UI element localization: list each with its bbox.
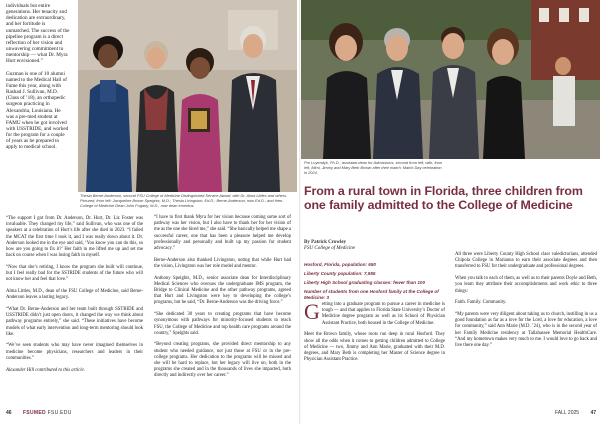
sidebar-paragraph: individuals but entire generations. Her tenacity and dedication are extraordinary, and her fortitude is unmatched. The success of the pipeline program is a direct reflection of her vision and unwavering commitment to mentorship — what Dr. Myra Hurt envisioned.” bbox=[6, 3, 70, 65]
left-column-a bbox=[6, 216, 143, 379]
sidebar-paragraph: Guzman is one of 10 alumni named to the Medical Hall of Fame this year, along with Rashad J. Sullivan, M.D. (Class of ’18), an orthopedic surgeon practicing in Alexandria, Louisiana. He was a pre-med student at FAMU when he got involved with USSTRIDE, and worked for the program for a couple of years as he prepared to apply to medical school. bbox=[6, 70, 69, 151]
left-column-b bbox=[154, 215, 291, 385]
left-folio bbox=[6, 410, 296, 416]
fact-list bbox=[304, 262, 452, 304]
drop-cap: G bbox=[304, 299, 320, 324]
body-paragraph: Anthony Speights, M.D., senior associate dean for Interdisciplinary Medical Sciences who oversaw the undergraduate IMS program, the Bridge to Clinical Medicine and the other pathway programs, agreed that Hurt and Livingston were key to developing the college’s programs, but he said, “Dr. Berne-Anderson was the driving force.” bbox=[154, 275, 291, 306]
brown-family-photo bbox=[301, 0, 600, 159]
body-paragraph: “Beyond creating programs, she provided direct mentorship to any student who needed guidance, not just those at FSU or in the pre-college programs. Her dedication to the programs will be missed and she will be hard to replace, but her legacy will live on, both in the programs she created and in the thousands of lives she impacted, both directly and indirectly over her career.” bbox=[154, 342, 291, 379]
group-photo-award bbox=[78, 0, 297, 192]
body-paragraph: “Now that she’s retiring, I know the program she built will continue, but I feel really bad for the SSTRIDE students of the future who will not know her and feel that love.” bbox=[6, 264, 143, 283]
group-photo-illustration bbox=[78, 0, 297, 192]
body-paragraph: “My parents were very diligent about taking us to church, instilling in us a good foundation as far as a love for the Lord, a love for education, a love for community,” said Ann Marie (M.D. ’24), who is in the second year of her Family Medicine residency at Tallahassee Memorial HealthCare. “And my hometown makes very much to me. I would love to go back and live there one day.” bbox=[455, 311, 597, 348]
issue-label: FALL 2025 bbox=[555, 410, 580, 416]
body-paragraph: “What Dr. Berne-Anderson and her team built through SSTRIDE and USSTRIDE didn’t just open doors, it changed the way we think about pathway programs entirely,” she said. “These initiatives have become models of what early intervention and long-term mentoring should look like. bbox=[6, 306, 143, 337]
fact-item: Liberty County population: 7,955 bbox=[304, 270, 376, 276]
right-page-number: 47 bbox=[590, 410, 596, 416]
right-photo-caption: Pro Luyendyk, Ph.D., assistant dean for Admissions, second from left, with, from left, Mimi, Jimmy and Mary Beth Brown after their match. Match Day celebration in 2024. bbox=[304, 160, 443, 175]
right-folio bbox=[500, 410, 596, 416]
article-headline: From a rural town in Florida, three children from one family admitted to the College of Medicine bbox=[304, 184, 583, 213]
intro-paragraph bbox=[304, 299, 445, 327]
body-paragraph: “We’ve seen students who may have never imagined themselves in medicine become physicians, researchers and leaders in their communities.” bbox=[6, 343, 143, 361]
intro-text: etting into a graduate program to pursue a career in medicine is tough — and that applies to Florida State University’s Doctor of Medicine degree program as well as its School of Physician Assistant Practice, both housed in the College of Medicine. bbox=[321, 302, 445, 326]
left-photo-caption-wrap bbox=[80, 193, 294, 208]
fact-item: Liberty High School graduating classes: fewer than 100 bbox=[304, 279, 425, 285]
body-paragraph: “She dedicated 30 years to creating programs that have become synonymous with pathways for minority-focused students to reach FSU, the College of Medicine and top health care programs around the country,” Speights said. bbox=[154, 312, 291, 336]
family-photo-illustration bbox=[301, 0, 600, 159]
byline-organization: FSU College of Medicine bbox=[304, 246, 355, 252]
fact-item: Hosford, Florida, population: 650 bbox=[304, 262, 376, 267]
magazine-name bbox=[23, 410, 72, 416]
body-paragraph: Berne-Anderson also thanked Livingston, noting that while Hurt had the vision, Livingston was her role model and mentor. bbox=[154, 257, 291, 269]
right-photo-caption-wrap bbox=[304, 160, 444, 175]
byline bbox=[304, 240, 355, 253]
right-column-a bbox=[304, 299, 445, 369]
left-page-number: 46 bbox=[6, 410, 12, 416]
right-column-b bbox=[455, 252, 597, 355]
body-paragraph: When you talk to each of them, as well as to their parents Doyle and Beth, you learn they attribute their accomplishments and work ethic to three things: bbox=[455, 276, 597, 294]
body-paragraph: “I have to first thank Myra for her vision because coming some sort of pathway was her vision, but I also have to thank her for her vision of me as the one she hired me,” she said. “She basically helped me shape a successful career, one that has been a pleasure helped me develop professionally and personally and built up my passion for student advocacy.” bbox=[154, 215, 291, 252]
body-paragraph: Faith. Family. Community. bbox=[455, 300, 507, 306]
body-paragraph: “The support I got from Dr. Anderson, Dr. Hurt, Dr. Liz Foster was invaluable. They changed my life,” said Sullivan, who was one of the speakers at a celebration of Hurt’s life after she died in 2023. “I failed the MCAT the first time I took it, and I was really down about it. Dr. Anderson looked me in the eye and said, ‘You know you can do this, so how are you going to fix it?’ Her faith in me lifted me up and set me back on course when I was losing faith in myself. bbox=[6, 216, 143, 259]
contributor-note: Alexander Hill contributed to this article. bbox=[6, 367, 85, 373]
left-photo-caption: Thesla Berne-Anderson, second FSU College of Medicine Distinguished Service Award, with Dr. Alma Littles and others. Pictured, from left: Jacqueline Brown Speights, M.D.; Thesla Livingston, Ed.D.; Berne-Anderson, now Ed.D.; and then-College of Medicine Dean John Fogarty, M.D., now dean emeritus. bbox=[80, 193, 288, 208]
magazine-prefix: FSU bbox=[22, 410, 34, 416]
body-paragraph: All three were Liberty County High School class valedictorians, attended Chipola College in Marianna to earn their associate degrees and then transferred to FSU for their undergraduate and professional degrees. bbox=[455, 252, 597, 270]
left-sidebar-column bbox=[6, 3, 70, 157]
body-paragraph: Alma Littles, M.D., dean of the FSU College of Medicine, said Berne-Anderson leaves a lasting legacy. bbox=[6, 289, 143, 301]
body-paragraph: Meet the Brown family, whose roots run deep in rural Hosford. They show all the odds when it comes to getting children admitted to College of Medicine — two, Jimmy and Ann Marie, graduated with their M.D. degrees, and Mary Beth is completing her Master of Science degree in Physician Assistant Practice. bbox=[304, 332, 445, 363]
magazine-title: MED bbox=[33, 410, 46, 416]
magazine-url: FSU.EDU bbox=[47, 410, 72, 416]
fact-item: Number of students from one Hosford family at the College of Medicine: 3 bbox=[304, 288, 439, 301]
byline-author: By Patrick Crowley bbox=[304, 240, 347, 245]
